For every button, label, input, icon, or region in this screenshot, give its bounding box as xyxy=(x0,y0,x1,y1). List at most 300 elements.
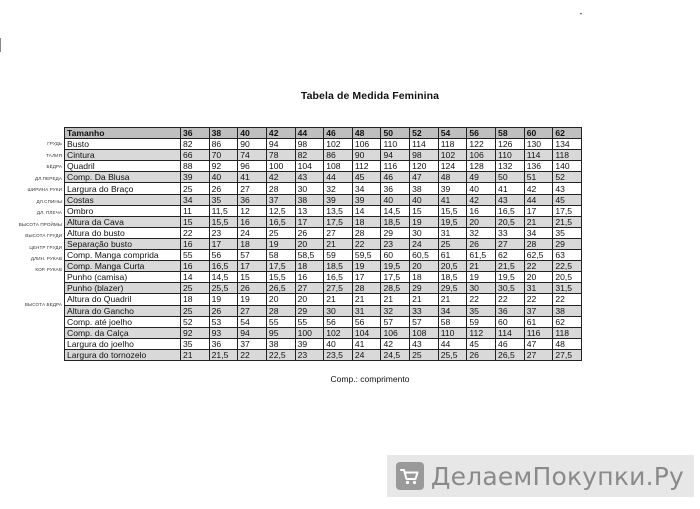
measure-value: 17 xyxy=(352,272,381,283)
measure-value: 55 xyxy=(295,316,324,327)
measure-value: 108 xyxy=(324,161,353,172)
measure-value: 22 xyxy=(181,227,210,238)
measure-label: Cintura xyxy=(65,150,181,161)
measure-value: 118 xyxy=(438,139,467,150)
measure-value: 24 xyxy=(352,349,381,360)
measure-label: Comp. até joelho xyxy=(65,316,181,327)
measure-value: 58,5 xyxy=(295,250,324,261)
russian-label: ДЛ. ПЛЕЧА xyxy=(36,210,62,216)
measure-value: 34 xyxy=(438,305,467,316)
measure-value: 18,5 xyxy=(324,261,353,272)
measure-value: 16,5 xyxy=(209,261,238,272)
measure-value: 25 xyxy=(438,238,467,249)
measure-value: 34 xyxy=(352,183,381,194)
measure-value: 41 xyxy=(438,194,467,205)
measure-value: 100 xyxy=(295,327,324,338)
table-row xyxy=(65,316,582,327)
measure-value: 44 xyxy=(324,172,353,183)
measure-value: 88 xyxy=(181,161,210,172)
measure-value: 118 xyxy=(553,150,582,161)
measure-value: 108 xyxy=(410,327,439,338)
measure-value: 17,5 xyxy=(553,205,582,216)
measure-value: 31 xyxy=(524,283,553,294)
measure-value: 86 xyxy=(324,150,353,161)
measure-value: 21,5 xyxy=(496,261,525,272)
measure-value: 30,5 xyxy=(496,283,525,294)
measure-value: 130 xyxy=(524,139,553,150)
measure-value: 23 xyxy=(209,227,238,238)
size-header-cell: 50 xyxy=(381,128,410,139)
measure-value: 11 xyxy=(181,205,210,216)
watermark-text: ДелаемПокупки.Ру xyxy=(430,461,684,491)
measure-value: 12,5 xyxy=(266,205,295,216)
measure-value: 46 xyxy=(496,338,525,349)
measure-value: 42 xyxy=(524,183,553,194)
measure-label: Altura do Quadril xyxy=(65,294,181,305)
measure-value: 25 xyxy=(181,283,210,294)
measure-value: 18 xyxy=(410,272,439,283)
measure-value: 140 xyxy=(553,161,582,172)
measure-value: 16 xyxy=(181,238,210,249)
measure-value: 21 xyxy=(410,294,439,305)
measure-value: 14 xyxy=(181,272,210,283)
measure-value: 55 xyxy=(181,250,210,261)
measure-value: 40 xyxy=(324,338,353,349)
page-title: Tabela de Medida Feminina xyxy=(300,90,440,102)
measure-value: 43 xyxy=(295,172,324,183)
measure-value: 118 xyxy=(553,327,582,338)
measure-value: 94 xyxy=(381,150,410,161)
measure-value: 21,5 xyxy=(209,349,238,360)
measure-value: 47 xyxy=(410,172,439,183)
measure-value: 16 xyxy=(181,261,210,272)
measure-value: 28 xyxy=(524,238,553,249)
measure-value: 27 xyxy=(295,283,324,294)
measure-value: 30 xyxy=(295,183,324,194)
measure-value: 102 xyxy=(324,327,353,338)
measure-value: 92 xyxy=(209,161,238,172)
measure-value: 42 xyxy=(381,338,410,349)
measure-value: 90 xyxy=(352,150,381,161)
table-row xyxy=(65,172,582,183)
measure-value: 22 xyxy=(238,349,267,360)
measure-value: 102 xyxy=(438,150,467,161)
measure-value: 18 xyxy=(295,261,324,272)
measure-value: 27 xyxy=(238,183,267,194)
measure-value: 40 xyxy=(209,172,238,183)
measure-value: 12 xyxy=(238,205,267,216)
measure-value: 40 xyxy=(467,183,496,194)
table-row xyxy=(65,261,582,272)
measure-value: 110 xyxy=(496,150,525,161)
measure-value: 18 xyxy=(238,238,267,249)
table-header-row xyxy=(65,128,582,139)
measure-value: 19 xyxy=(238,294,267,305)
size-header-cell: 60 xyxy=(524,128,553,139)
russian-label: ГРУДЬ xyxy=(47,141,62,147)
measure-value: 62,5 xyxy=(524,250,553,261)
measure-value: 26 xyxy=(238,283,267,294)
measure-value: 110 xyxy=(381,139,410,150)
measure-value: 41 xyxy=(496,183,525,194)
measure-value: 43 xyxy=(410,338,439,349)
measure-value: 17,5 xyxy=(266,261,295,272)
measure-value: 82 xyxy=(295,150,324,161)
measure-label: Comp. Da Blusa xyxy=(65,172,181,183)
measure-value: 37 xyxy=(266,194,295,205)
measure-value: 57 xyxy=(381,316,410,327)
measure-value: 128 xyxy=(467,161,496,172)
measure-value: 19,5 xyxy=(438,216,467,227)
measure-value: 16 xyxy=(238,216,267,227)
measure-value: 36 xyxy=(209,338,238,349)
measure-value: 27,5 xyxy=(553,349,582,360)
measure-value: 17 xyxy=(209,238,238,249)
measure-value: 15,5 xyxy=(438,205,467,216)
measure-value: 47 xyxy=(524,338,553,349)
measure-label: Altura do Gancho xyxy=(65,305,181,316)
measure-value: 30 xyxy=(467,283,496,294)
measure-value: 31,5 xyxy=(553,283,582,294)
measure-label: Comp. Manga comprida xyxy=(65,250,181,261)
measure-value: 61 xyxy=(524,316,553,327)
measure-value: 19 xyxy=(467,272,496,283)
measure-value: 60 xyxy=(381,250,410,261)
measure-value: 136 xyxy=(524,161,553,172)
russian-label: ВЫСОТА БЕДРА xyxy=(24,301,62,307)
measure-value: 60 xyxy=(496,316,525,327)
table-row xyxy=(65,194,582,205)
measure-value: 20 xyxy=(295,238,324,249)
measure-value: 116 xyxy=(381,161,410,172)
russian-label: КОР. РУКАВ xyxy=(35,267,62,273)
table-row xyxy=(65,305,582,316)
measure-value: 93 xyxy=(209,327,238,338)
measure-value: 26 xyxy=(467,238,496,249)
measure-value: 19 xyxy=(352,261,381,272)
measure-value: 26 xyxy=(209,183,238,194)
russian-label: ВЫСОТА ПРОЙМЫ xyxy=(18,221,62,227)
table-row xyxy=(65,238,582,249)
measure-value: 38 xyxy=(553,305,582,316)
measure-value: 18,5 xyxy=(381,216,410,227)
size-header-cell: 52 xyxy=(410,128,439,139)
table-row xyxy=(65,216,582,227)
measure-value: 25 xyxy=(181,183,210,194)
measure-value: 30 xyxy=(410,227,439,238)
measure-value: 22 xyxy=(352,238,381,249)
measure-value: 20 xyxy=(266,294,295,305)
measure-value: 15 xyxy=(181,216,210,227)
measure-value: 29 xyxy=(410,283,439,294)
measure-value: 110 xyxy=(438,327,467,338)
measure-value: 56 xyxy=(324,316,353,327)
measure-value: 45 xyxy=(467,338,496,349)
table-row xyxy=(65,294,582,305)
table-row xyxy=(65,327,582,338)
measure-value: 15 xyxy=(238,272,267,283)
measure-value: 15,5 xyxy=(266,272,295,283)
measure-value: 22 xyxy=(553,294,582,305)
measure-value: 59,5 xyxy=(352,250,381,261)
measure-value: 25,5 xyxy=(209,283,238,294)
measure-value: 17 xyxy=(524,205,553,216)
watermark xyxy=(387,455,694,497)
measure-value: 66 xyxy=(181,150,210,161)
measure-label: Largura do joelho xyxy=(65,338,181,349)
measure-value: 17 xyxy=(238,261,267,272)
measure-value: 22,5 xyxy=(553,261,582,272)
measure-value: 18,5 xyxy=(438,272,467,283)
measure-label: Busto xyxy=(65,139,181,150)
measure-label: Punho (camisa) xyxy=(65,272,181,283)
measure-value: 32 xyxy=(381,305,410,316)
measure-value: 132 xyxy=(496,161,525,172)
measure-value: 40 xyxy=(410,194,439,205)
size-header-cell: 42 xyxy=(266,128,295,139)
measure-value: 24,5 xyxy=(381,349,410,360)
table-row xyxy=(65,205,582,216)
measure-value: 22 xyxy=(524,261,553,272)
measure-value: 22,5 xyxy=(266,349,295,360)
measure-value: 17 xyxy=(295,216,324,227)
measure-value: 21 xyxy=(352,294,381,305)
measure-label: Costas xyxy=(65,194,181,205)
measure-label: Comp. da Calça xyxy=(65,327,181,338)
measure-value: 114 xyxy=(524,150,553,161)
measure-value: 116 xyxy=(524,327,553,338)
measure-value: 61 xyxy=(438,250,467,261)
measure-value: 21,5 xyxy=(553,216,582,227)
russian-label: ЦЕНТР ГРУДИ xyxy=(29,244,62,250)
measure-value: 95 xyxy=(266,327,295,338)
measure-value: 102 xyxy=(324,139,353,150)
measure-value: 21 xyxy=(324,238,353,249)
measure-label: Separação busto xyxy=(65,238,181,249)
measure-value: 60,5 xyxy=(410,250,439,261)
measure-value: 34 xyxy=(181,194,210,205)
measure-value: 14 xyxy=(352,205,381,216)
measure-value: 32 xyxy=(467,227,496,238)
table-row xyxy=(65,349,582,360)
size-header-cell: 54 xyxy=(438,128,467,139)
shopping-cart-icon xyxy=(395,461,425,491)
measure-value: 29 xyxy=(295,305,324,316)
measure-value: 21 xyxy=(467,261,496,272)
measure-value: 20 xyxy=(410,261,439,272)
measure-value: 49 xyxy=(467,172,496,183)
measure-value: 20 xyxy=(295,294,324,305)
measure-value: 57 xyxy=(238,250,267,261)
measure-value: 17,5 xyxy=(324,216,353,227)
measure-label: Altura do busto xyxy=(65,227,181,238)
measure-value: 58 xyxy=(266,250,295,261)
measure-value: 16 xyxy=(295,272,324,283)
russian-label: ДЛИН. РУКАВ xyxy=(30,255,62,261)
measure-value: 33 xyxy=(496,227,525,238)
russian-label: ШИРИНА РУКИ xyxy=(27,187,62,193)
measure-value: 51 xyxy=(524,172,553,183)
size-header-cell: 48 xyxy=(352,128,381,139)
measure-value: 14,5 xyxy=(381,205,410,216)
measure-value: 104 xyxy=(352,327,381,338)
measure-value: 120 xyxy=(410,161,439,172)
measure-value: 15 xyxy=(410,205,439,216)
corner-mark: • xyxy=(579,12,582,18)
measure-value: 57 xyxy=(410,316,439,327)
measure-value: 36 xyxy=(381,183,410,194)
measure-value: 35 xyxy=(467,305,496,316)
measure-value: 19,5 xyxy=(381,261,410,272)
measure-value: 16,5 xyxy=(496,205,525,216)
measure-value: 59 xyxy=(324,250,353,261)
measure-value: 94 xyxy=(266,139,295,150)
measure-value: 39 xyxy=(295,338,324,349)
russian-label: БЁДРА xyxy=(46,164,62,170)
measure-value: 35 xyxy=(209,194,238,205)
measure-value: 86 xyxy=(209,139,238,150)
measure-value: 44 xyxy=(438,338,467,349)
measure-value: 11,5 xyxy=(209,205,238,216)
measure-value: 38 xyxy=(295,194,324,205)
measure-value: 25 xyxy=(410,349,439,360)
footnote: Comp.: comprimento xyxy=(330,374,410,384)
measure-value: 13 xyxy=(295,205,324,216)
table-row xyxy=(65,250,582,261)
measure-value: 56 xyxy=(209,250,238,261)
measure-value: 48 xyxy=(553,338,582,349)
scan-edge-mark xyxy=(0,38,4,52)
measure-value: 122 xyxy=(467,139,496,150)
measure-value: 34 xyxy=(524,227,553,238)
measure-value: 20,5 xyxy=(438,261,467,272)
measure-value: 20,5 xyxy=(496,216,525,227)
measure-value: 48 xyxy=(438,172,467,183)
measure-value: 37 xyxy=(524,305,553,316)
measure-value: 28 xyxy=(352,227,381,238)
table-row xyxy=(65,150,582,161)
measure-value: 25 xyxy=(266,227,295,238)
size-table xyxy=(64,127,582,361)
measure-value: 25 xyxy=(181,305,210,316)
measure-value: 29 xyxy=(381,227,410,238)
measure-value: 20 xyxy=(524,272,553,283)
measure-value: 52 xyxy=(553,172,582,183)
measure-value: 27 xyxy=(496,238,525,249)
measure-value: 21 xyxy=(181,349,210,360)
measure-value: 21 xyxy=(438,294,467,305)
measure-value: 20,5 xyxy=(553,272,582,283)
measure-value: 36 xyxy=(238,194,267,205)
measure-value: 20 xyxy=(467,216,496,227)
measure-value: 23 xyxy=(295,349,324,360)
measure-value: 112 xyxy=(467,327,496,338)
measure-value: 56 xyxy=(352,316,381,327)
measure-value: 39 xyxy=(352,194,381,205)
table-row xyxy=(65,227,582,238)
table-row xyxy=(65,272,582,283)
size-header-cell: 46 xyxy=(324,128,353,139)
russian-label: ТАЛИЯ xyxy=(46,152,62,158)
measure-value: 126 xyxy=(496,139,525,150)
measure-value: 63 xyxy=(553,250,582,261)
measure-label: Largura do Braço xyxy=(65,183,181,194)
russian-label: ДЛ.ПЕРЕДА xyxy=(35,175,62,181)
measure-value: 100 xyxy=(266,161,295,172)
measure-value: 58 xyxy=(438,316,467,327)
measure-value: 28 xyxy=(352,283,381,294)
size-header-cell: 62 xyxy=(553,128,582,139)
measure-value: 54 xyxy=(238,316,267,327)
table-row xyxy=(65,338,582,349)
measure-value: 43 xyxy=(496,194,525,205)
measure-value: 29 xyxy=(553,238,582,249)
measure-value: 33 xyxy=(410,305,439,316)
size-header-cell: 40 xyxy=(238,128,267,139)
measure-value: 23 xyxy=(381,238,410,249)
measure-label: Punho (blazer) xyxy=(65,283,181,294)
measure-value: 28 xyxy=(266,305,295,316)
size-header-cell: 36 xyxy=(181,128,210,139)
measure-label: Comp. Manga Curta xyxy=(65,261,181,272)
measure-value: 35 xyxy=(553,227,582,238)
measure-value: 31 xyxy=(438,227,467,238)
measure-value: 94 xyxy=(238,327,267,338)
measure-value: 22 xyxy=(524,294,553,305)
measure-value: 98 xyxy=(295,139,324,150)
measure-value: 62 xyxy=(496,250,525,261)
measure-value: 18 xyxy=(352,216,381,227)
measure-value: 23,5 xyxy=(324,349,353,360)
measure-value: 90 xyxy=(238,139,267,150)
measure-value: 16,5 xyxy=(266,216,295,227)
measure-value: 29,5 xyxy=(438,283,467,294)
measure-value: 28,5 xyxy=(381,283,410,294)
measure-value: 32 xyxy=(324,183,353,194)
measure-label: Largura do tornozelo xyxy=(65,349,181,360)
measure-value: 39 xyxy=(438,183,467,194)
measure-value: 24 xyxy=(410,238,439,249)
measure-value: 26 xyxy=(295,227,324,238)
measure-value: 43 xyxy=(553,183,582,194)
russian-label: ДЛ.СПИНЫ xyxy=(36,198,62,204)
measure-value: 112 xyxy=(352,161,381,172)
russian-label: ВЫСОТА ГРУДИ xyxy=(25,233,62,239)
measure-value: 17,5 xyxy=(381,272,410,283)
measure-label: Ombro xyxy=(65,205,181,216)
measure-value: 22 xyxy=(467,294,496,305)
measure-value: 15,5 xyxy=(209,216,238,227)
measure-value: 26 xyxy=(467,349,496,360)
measure-value: 19 xyxy=(410,216,439,227)
measure-value: 21 xyxy=(324,294,353,305)
measure-value: 38 xyxy=(266,338,295,349)
measure-value: 114 xyxy=(496,327,525,338)
measure-value: 52 xyxy=(181,316,210,327)
measure-value: 124 xyxy=(438,161,467,172)
measure-value: 106 xyxy=(381,327,410,338)
measure-value: 70 xyxy=(209,150,238,161)
measure-value: 19,5 xyxy=(496,272,525,283)
size-header-cell: 56 xyxy=(467,128,496,139)
size-header-cell: 38 xyxy=(209,128,238,139)
measure-label: Quadril xyxy=(65,161,181,172)
measure-value: 42 xyxy=(266,172,295,183)
measure-value: 27 xyxy=(524,349,553,360)
header-label: Tamanho xyxy=(65,128,181,139)
measure-value: 22 xyxy=(496,294,525,305)
measure-value: 26 xyxy=(209,305,238,316)
